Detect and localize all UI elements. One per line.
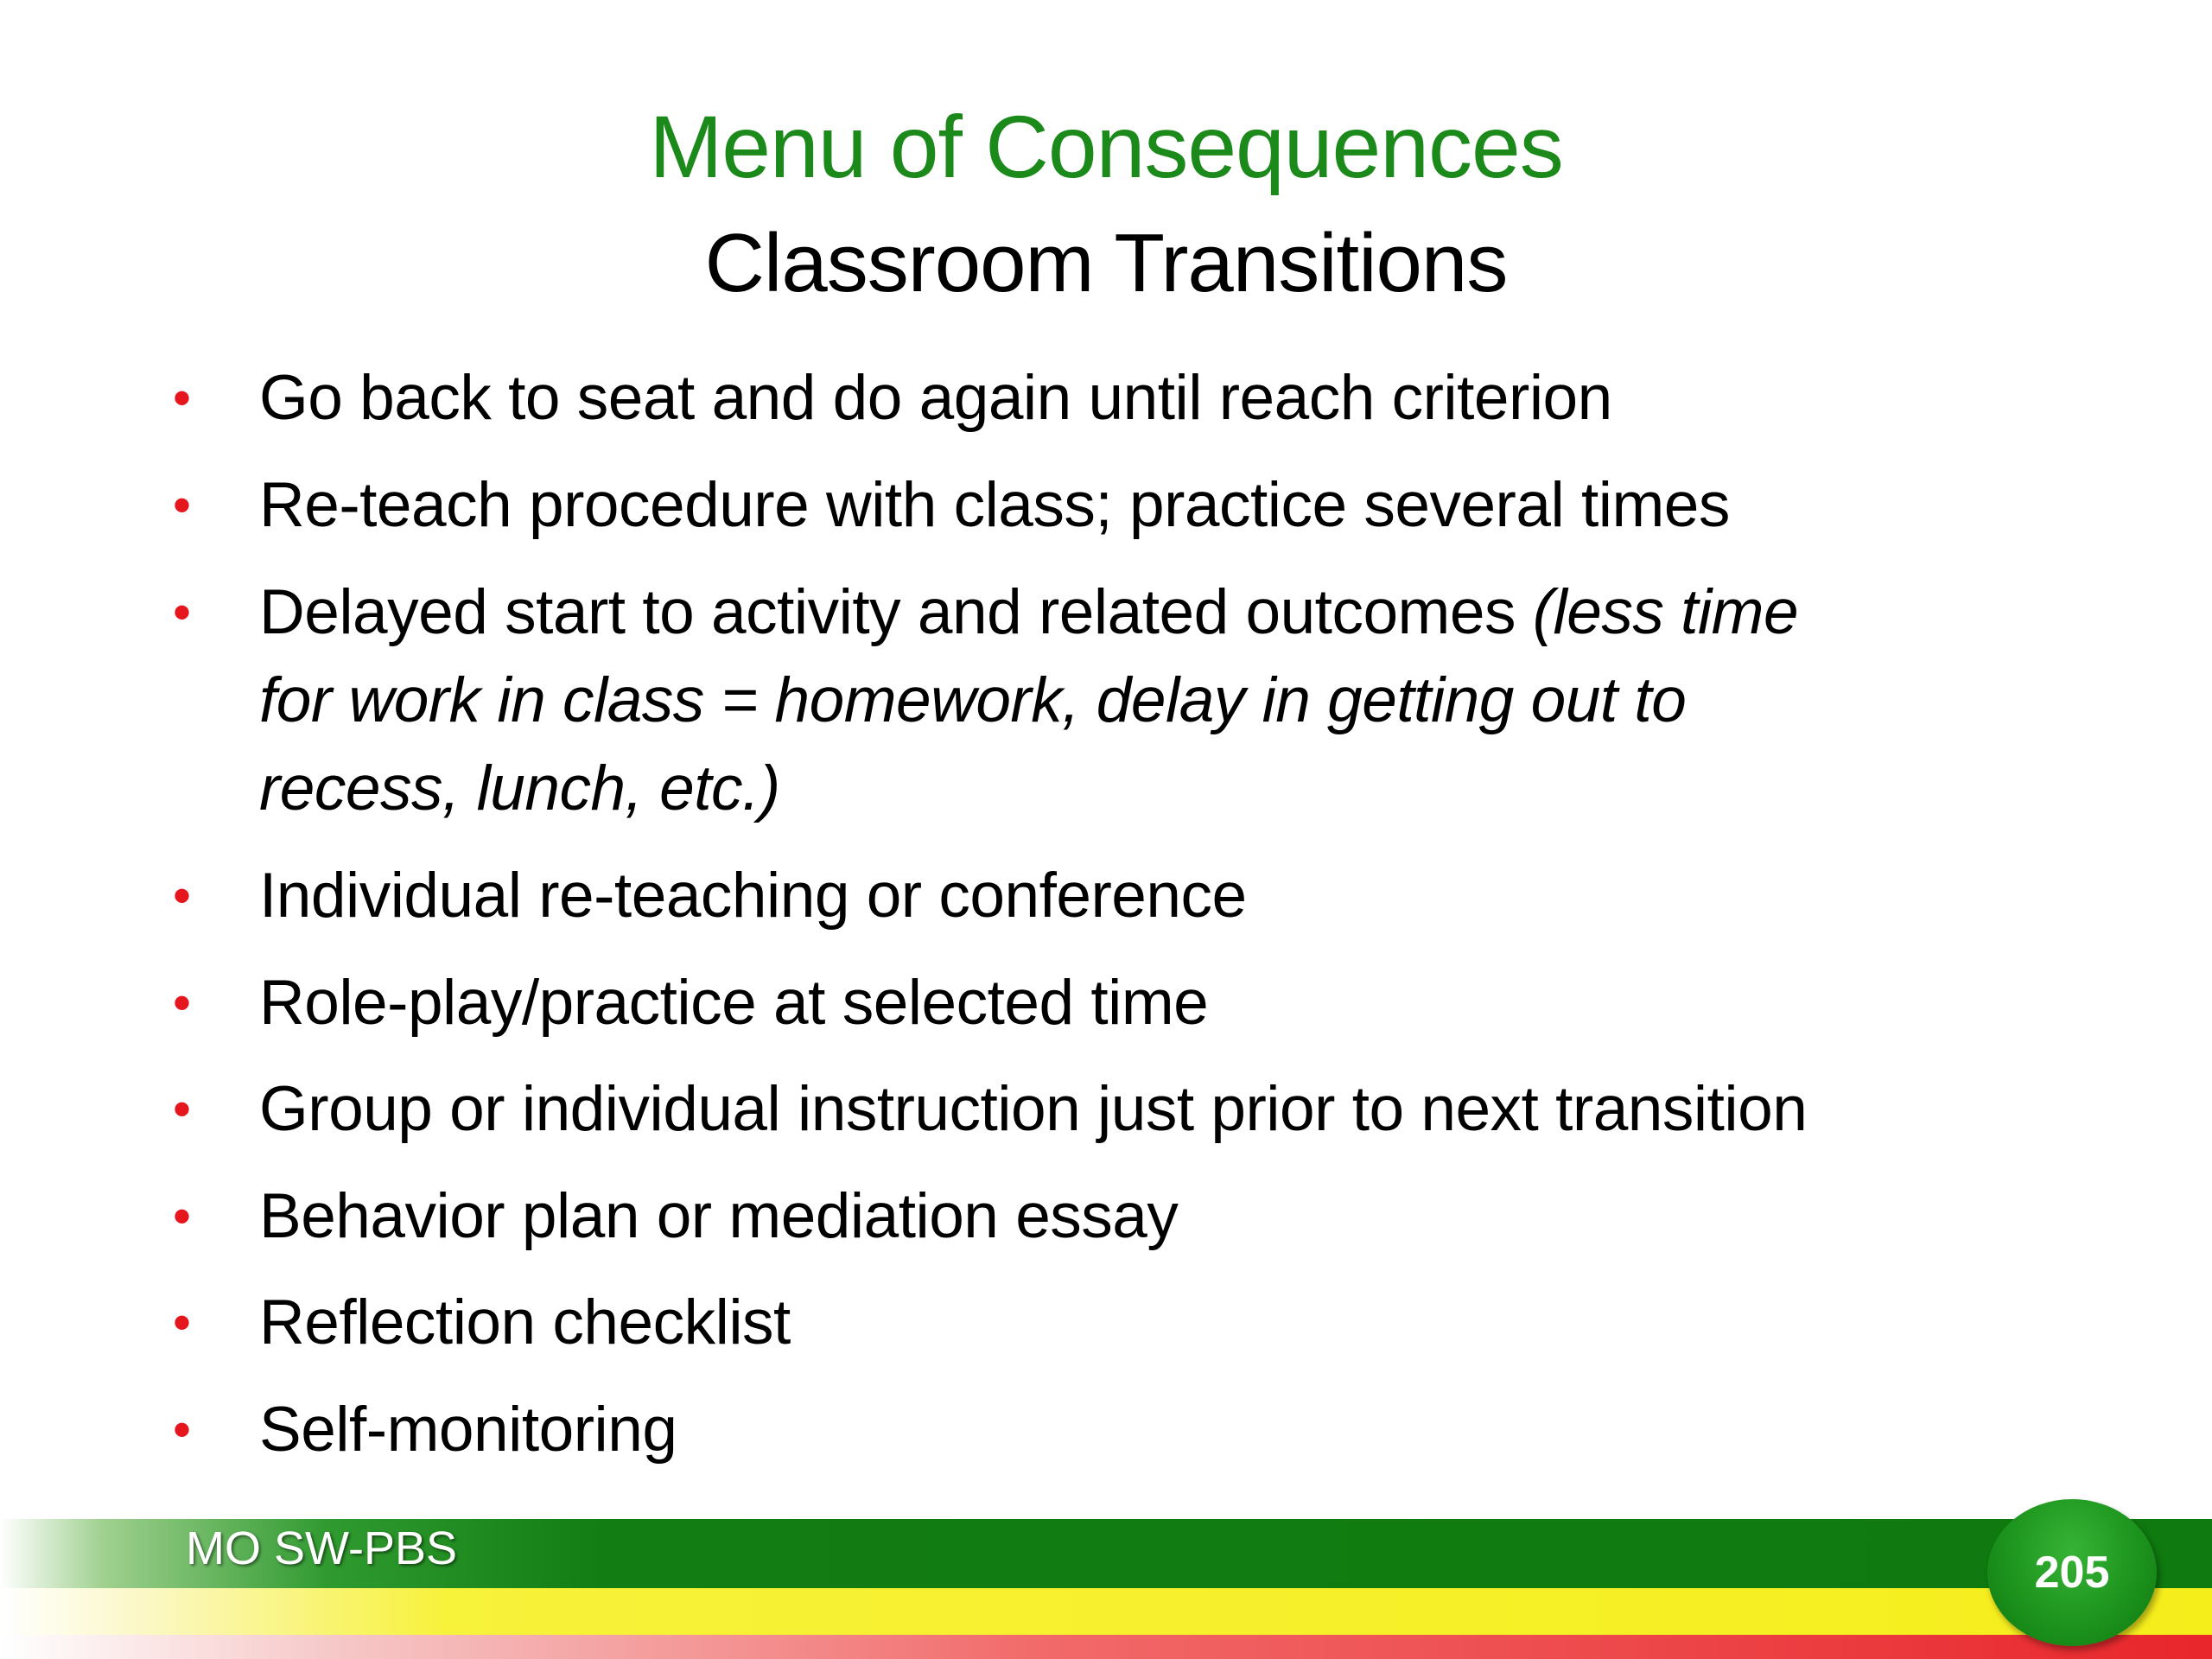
bullet-dot: • <box>173 974 191 1032</box>
bullet-dot: • <box>173 1080 191 1138</box>
bullet-text: Reflection checklist <box>259 1287 791 1357</box>
bullet-dot: • <box>173 1401 191 1459</box>
bullet-item <box>173 1386 2039 1474</box>
bullet-dot: • <box>173 1294 191 1351</box>
bullet-dot: • <box>173 867 191 925</box>
bullet-dot: • <box>173 583 191 641</box>
bullet-item <box>173 959 2039 1047</box>
bullet-dot: • <box>173 476 191 534</box>
footer-band-yellow <box>0 1588 2212 1637</box>
bullet-dot: • <box>173 369 191 427</box>
bullet-text: Self-monitoring <box>259 1395 677 1465</box>
bullet-text: Delayed start to activity and related outcomes <box>259 577 1533 647</box>
bullet-text-italic: for work in class = homework, delay in getting out to <box>259 665 1687 735</box>
bullet-text: Go back to seat and do again until reach criterion <box>259 363 1612 433</box>
bullet-item <box>173 1065 2039 1154</box>
bullet-item <box>173 1173 2039 1261</box>
bullet-text: Individual re-teaching or conference <box>259 861 1247 931</box>
bullet-item <box>173 569 2039 833</box>
bullet-item <box>173 852 2039 940</box>
slide-subtitle: Classroom Transitions <box>704 217 1508 309</box>
bullet-text: Role-play/practice at selected time <box>259 968 1209 1038</box>
bullet-text-italic: recess, lunch, etc.) <box>259 753 780 823</box>
page-number: 205 <box>2034 1548 2110 1598</box>
bullet-dot: • <box>173 1187 191 1245</box>
bullet-text: Group or individual instruction just prior to next transition <box>259 1074 1808 1144</box>
footer-label: MO SW-PBS <box>186 1522 458 1574</box>
bullet-item <box>173 354 2039 442</box>
footer-band-red <box>0 1635 2212 1659</box>
bullet-text: Re-teach procedure with class; practice several times <box>259 470 1730 540</box>
bullet-item <box>173 461 2039 550</box>
bullet-item <box>173 1279 2039 1367</box>
bullet-text: Behavior plan or mediation essay <box>259 1181 1179 1251</box>
bullet-text-italic: (less time <box>1532 577 1799 647</box>
slide-title: Menu of Consequences <box>649 98 1563 196</box>
